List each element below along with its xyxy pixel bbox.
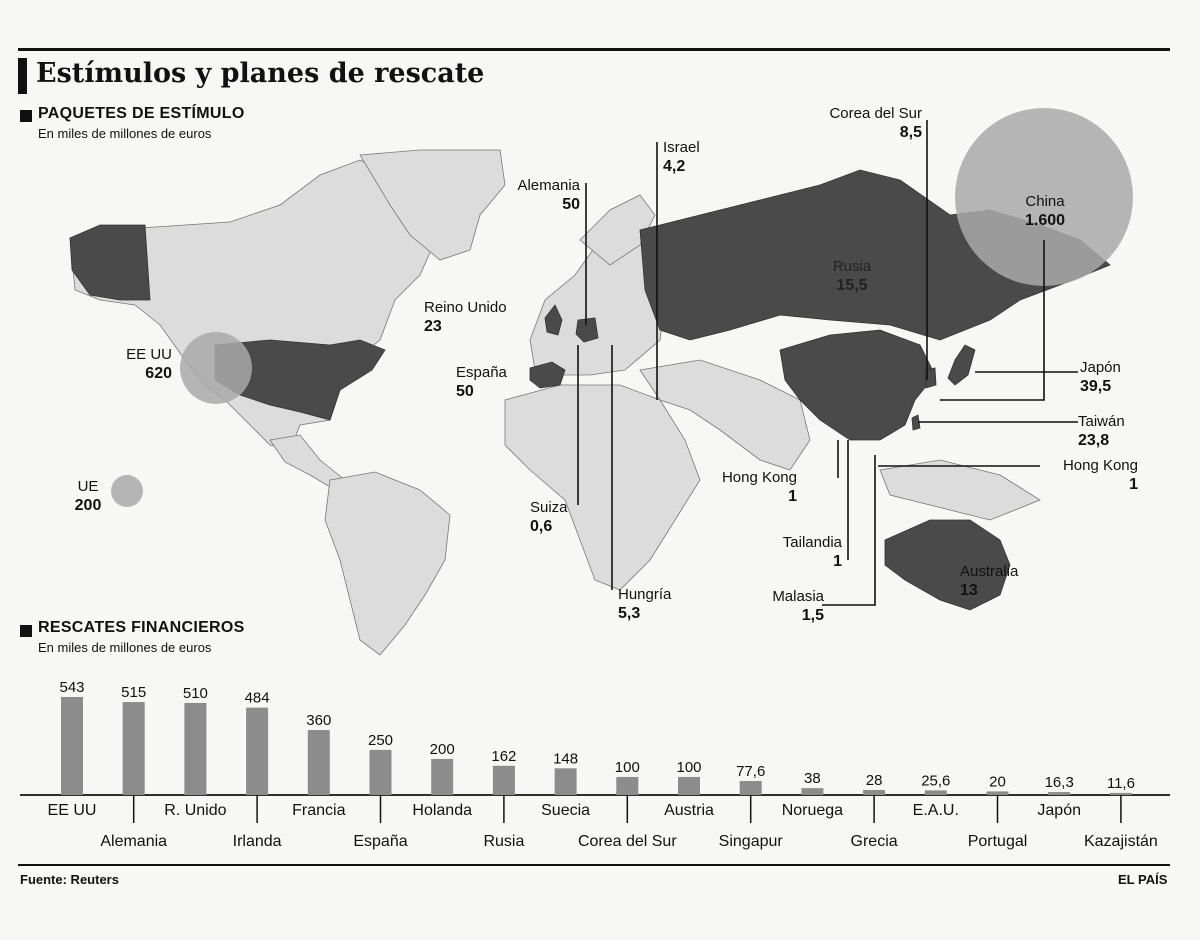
label-corea: Corea del Sur 8,5 xyxy=(829,105,922,141)
category-label: Irlanda xyxy=(232,833,282,850)
category-label: Francia xyxy=(292,802,346,819)
bar-value-label: 250 xyxy=(367,731,394,749)
bar-value-label: 11,6 xyxy=(1106,774,1135,792)
label-malasia: Malasia 1,5 xyxy=(772,588,824,624)
bar-8 xyxy=(555,768,577,795)
bar-value-label: 25,6 xyxy=(921,772,951,790)
category-label: Austria xyxy=(664,802,714,819)
bar-0 xyxy=(61,697,83,795)
rescue-heading: RESCATES FINANCIEROS xyxy=(38,619,245,636)
category-label: España xyxy=(353,833,408,850)
bar-value-label: 100 xyxy=(676,758,702,776)
bar-3 xyxy=(246,708,268,795)
label-espana: España 50 xyxy=(456,364,507,400)
stimulus-unit: En miles de millones de euros xyxy=(38,126,212,141)
label-suiza: Suiza 0,6 xyxy=(530,499,568,535)
bar-value-label: 162 xyxy=(491,747,517,765)
bar-6 xyxy=(431,759,453,795)
source-note: Fuente: Reuters xyxy=(20,872,119,887)
label-israel: Israel 4,2 xyxy=(663,139,700,175)
rescue-unit: En miles de millones de euros xyxy=(38,640,212,655)
category-label: Japón xyxy=(1037,802,1081,819)
bar-9 xyxy=(616,777,638,795)
bar-value-label: 100 xyxy=(614,758,640,776)
bar-value-label: 28 xyxy=(865,771,883,789)
bar-7 xyxy=(493,766,515,795)
label-hongkong-right: Hong Kong 1 xyxy=(1062,457,1138,493)
bar-4 xyxy=(308,730,330,795)
label-australia: Australia 13 xyxy=(960,563,1019,599)
category-label: Kazajistán xyxy=(1083,833,1158,850)
bar-value-label: 360 xyxy=(306,712,332,730)
bar-11 xyxy=(740,781,762,795)
category-label: EE UU xyxy=(47,802,97,819)
label-china: China 1.600 xyxy=(1024,193,1066,229)
label-ue: UE 200 xyxy=(74,478,102,514)
label-alemania: Alemania 50 xyxy=(517,177,580,213)
bar-value-label: 16,3 xyxy=(1044,774,1074,792)
bar-2 xyxy=(184,703,206,795)
bottom-rule xyxy=(18,864,1170,866)
bar-5 xyxy=(370,750,392,795)
bar-15 xyxy=(987,791,1009,795)
stimulus-heading: PAQUETES DE ESTÍMULO xyxy=(38,105,245,122)
bar-value-label: 515 xyxy=(121,684,147,702)
bar-17 xyxy=(1110,793,1132,795)
bar-value-label: 510 xyxy=(182,684,208,702)
category-label: Alemania xyxy=(100,833,168,850)
label-taiwan: Taiwán 23,8 xyxy=(1078,413,1125,449)
bar-12 xyxy=(801,788,823,795)
label-japon: Japón 39,5 xyxy=(1080,359,1121,395)
bar-value-label: 543 xyxy=(59,679,85,696)
label-hongkong-left: Hong Kong 1 xyxy=(721,469,797,505)
category-label: Suecia xyxy=(541,802,591,819)
bar-14 xyxy=(925,790,947,795)
label-rusia: Rusia 15,5 xyxy=(832,258,872,294)
bar-16 xyxy=(1048,792,1070,795)
bar-value-label: 484 xyxy=(244,689,270,707)
bar-1 xyxy=(123,702,145,795)
bar-value-label: 77,6 xyxy=(736,762,766,780)
category-label: Grecia xyxy=(850,833,898,850)
category-label: Holanda xyxy=(412,802,473,819)
bar-10 xyxy=(678,777,700,795)
bar-value-label: 200 xyxy=(429,740,455,758)
category-label: Noruega xyxy=(781,802,844,819)
label-reino-unido: Reino Unido 23 xyxy=(424,299,507,335)
category-label: R. Unido xyxy=(164,802,227,819)
category-label: Singapur xyxy=(718,833,783,850)
category-label: Rusia xyxy=(483,833,525,850)
label-tailandia: Tailandia 1 xyxy=(782,534,842,570)
bar-13 xyxy=(863,790,885,795)
publisher-brand: EL PAÍS xyxy=(1118,872,1168,887)
label-hungria: Hungría 5,3 xyxy=(618,586,672,622)
bar-value-label: 148 xyxy=(553,750,579,768)
bar-value-label: 38 xyxy=(804,770,821,788)
category-label: E.A.U. xyxy=(912,802,959,819)
category-label: Corea del Sur xyxy=(577,833,677,850)
label-eeuu: EE UU 620 xyxy=(126,346,172,382)
page-title: Estímulos y planes de rescate xyxy=(36,58,485,89)
bar-value-label: 20 xyxy=(989,773,1006,791)
category-label: Portugal xyxy=(967,833,1028,850)
